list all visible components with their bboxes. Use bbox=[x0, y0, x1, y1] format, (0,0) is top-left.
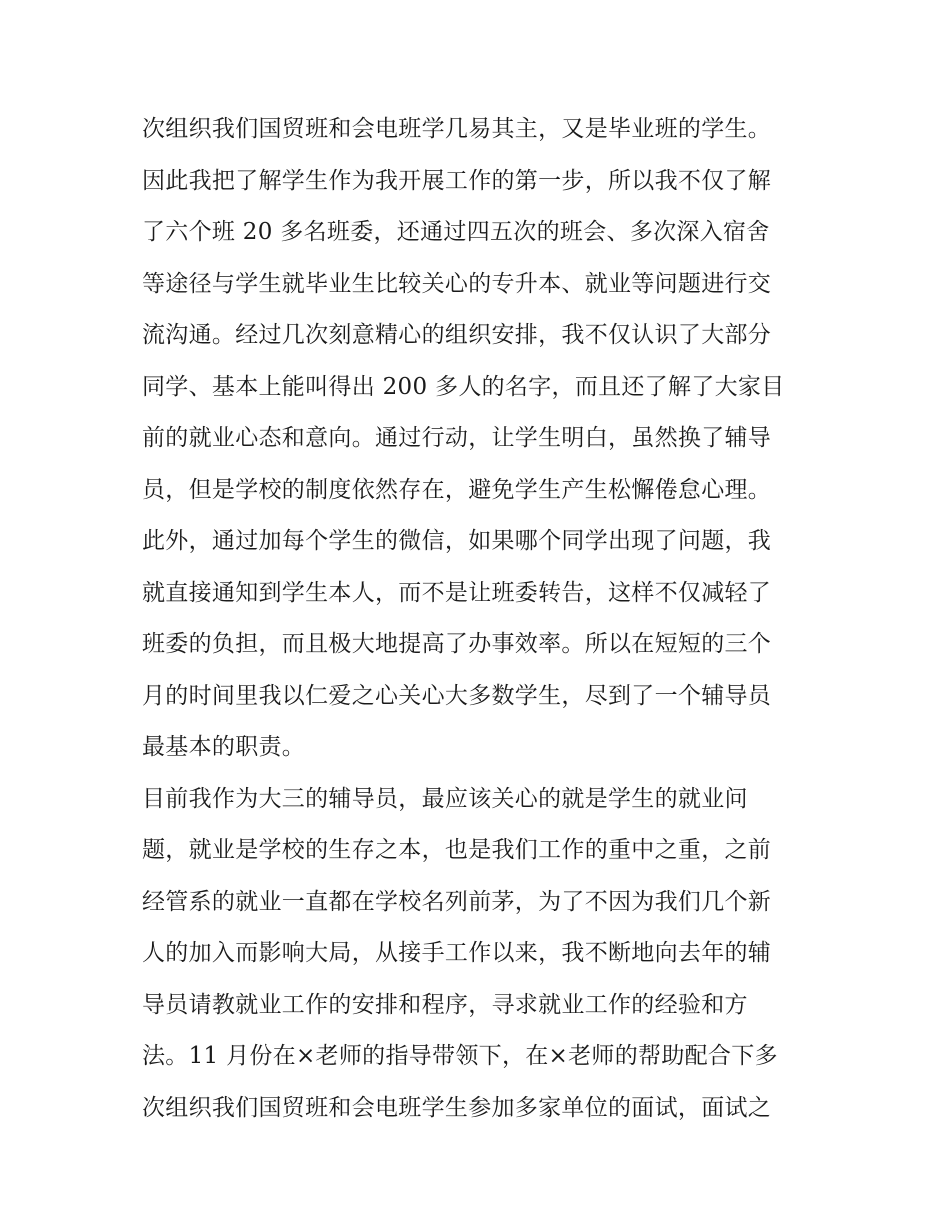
text-line-1: 次组织我们国贸班和会电班学几易其主，又是毕业班的学生。 bbox=[142, 116, 772, 142]
text-line-20: 次组织我们国贸班和会电班学生参加多家单位的面试，面试之 bbox=[142, 1094, 772, 1121]
text-line-13: 最基本的职责。 bbox=[142, 734, 306, 760]
text-line-9: 此外，通过加每个学生的微信，如果哪个同学出现了问题，我 bbox=[142, 528, 772, 554]
text-line-16: 经管系的就业一直都在学校名列前茅，为了不因为我们几个新 bbox=[142, 888, 772, 915]
text-line-5: 流沟通。经过几次刻意精心的组织安排，我不仅认识了大部分 bbox=[142, 322, 772, 348]
text-line-18: 导员请教就业工作的安排和程序，寻求就业工作的经验和方 bbox=[142, 991, 748, 1018]
text-line-19: 法。11 月份在×老师的指导带领下，在×老师的帮助配合下多 bbox=[142, 1043, 778, 1069]
text-line-11: 班委的负担，而且极大地提高了办事效率。所以在短短的三个 bbox=[142, 631, 772, 657]
text-line-17: 人的加入而影响大局，从接手工作以来，我不断地向去年的辅 bbox=[142, 940, 772, 966]
text-line-2: 因此我把了解学生作为我开展工作的第一步，所以我不仅了解 bbox=[142, 167, 772, 194]
text-line-14: 目前我作为大三的辅导员，最应该关心的就是学生的就业问 bbox=[142, 785, 748, 812]
text-line-15: 题，就业是学校的生存之本，也是我们工作的重中之重，之前 bbox=[142, 837, 772, 863]
body-text bbox=[142, 104, 842, 1134]
text-line-7: 前的就业心态和意向。通过行动，让学生明白，虽然换了辅导 bbox=[142, 425, 772, 451]
text-line-10: 就直接通知到学生本人，而不是让班委转告，这样不仅减轻了 bbox=[142, 579, 772, 606]
text-line-8: 员，但是学校的制度依然存在，避免学生产生松懈倦怠心理。 bbox=[142, 476, 772, 503]
text-line-6: 同学、基本上能叫得出 200 多人的名字，而且还了解了大家目 bbox=[142, 373, 785, 400]
text-line-4: 等途径与学生就毕业生比较关心的专升本、就业等问题进行交 bbox=[142, 270, 772, 297]
text-line-12: 月的时间里我以仁爱之心关心大多数学生，尽到了一个辅导员 bbox=[142, 682, 772, 709]
text-line-3: 了六个班 20 多名班委，还通过四五次的班会、多次深入宿舍 bbox=[142, 219, 770, 245]
